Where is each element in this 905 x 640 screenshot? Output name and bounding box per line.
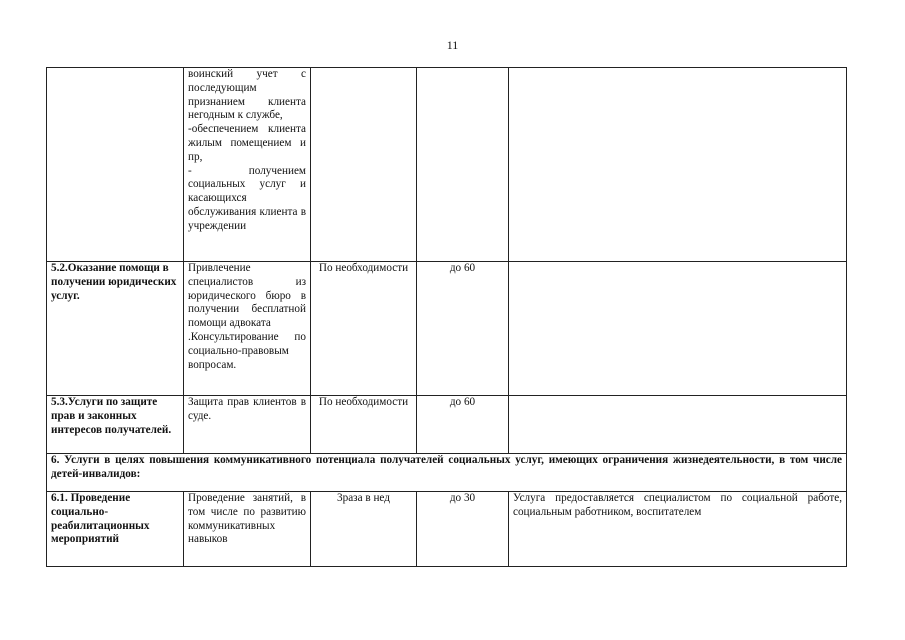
term-cell bbox=[417, 68, 509, 262]
term-cell: до 60 bbox=[417, 262, 509, 396]
table-row-6-1 bbox=[47, 492, 847, 567]
service-description-cell: Защита прав клиентов в суде. bbox=[184, 396, 311, 454]
frequency-cell: По необходимости bbox=[311, 262, 417, 396]
frequency-cell bbox=[311, 68, 417, 262]
frequency-cell: По необходимости bbox=[311, 396, 417, 454]
service-description-cell: Проведение занятий, в том числе по развитию коммуникативных навыков bbox=[184, 492, 311, 567]
notes-cell bbox=[509, 396, 847, 454]
table-row-5-2 bbox=[47, 262, 847, 396]
page-number: 11 bbox=[446, 38, 459, 52]
term-cell: до 60 bbox=[417, 396, 509, 454]
service-description-cell: воинский учет с последующим признанием клиента негодным к службе, -обеспечением клиента жилым помещением и пр, - получением социальных услуг и касающихся обслуживания клиента в учреждении bbox=[184, 68, 311, 262]
service-name-cell: 6.1. Проведение социально-реабилитационных мероприятий bbox=[47, 492, 184, 567]
service-name-cell: 5.2.Оказание помощи в получении юридических услуг. bbox=[47, 262, 184, 396]
section-header-row-6 bbox=[47, 454, 847, 492]
section-header: 6. Услуги в целях повышения коммуникативного потенциала получателей социальных услуг, имеющих ограничения жизнедеятельности, в том числе детей-инвалидов: bbox=[47, 454, 847, 492]
notes-cell bbox=[509, 68, 847, 262]
notes-cell: Услуга предоставляется специалистом по социальной работе, социальным работником, воспитателем bbox=[509, 492, 847, 567]
service-description-cell: Привлечение специалистов из юридического бюро в получении бесплатной помощи адвоката .Консультирование по социально-правовым вопросам. bbox=[184, 262, 311, 396]
table-row-5-3 bbox=[47, 396, 847, 454]
table-row-continuation bbox=[47, 68, 847, 262]
term-cell: до 30 bbox=[417, 492, 509, 567]
notes-cell bbox=[509, 262, 847, 396]
service-name-cell: 5.3.Услуги по защите прав и законных интересов получателей. bbox=[47, 396, 184, 454]
services-table bbox=[46, 67, 847, 567]
service-name-cell bbox=[47, 68, 184, 262]
frequency-cell: 3раза в нед bbox=[311, 492, 417, 567]
